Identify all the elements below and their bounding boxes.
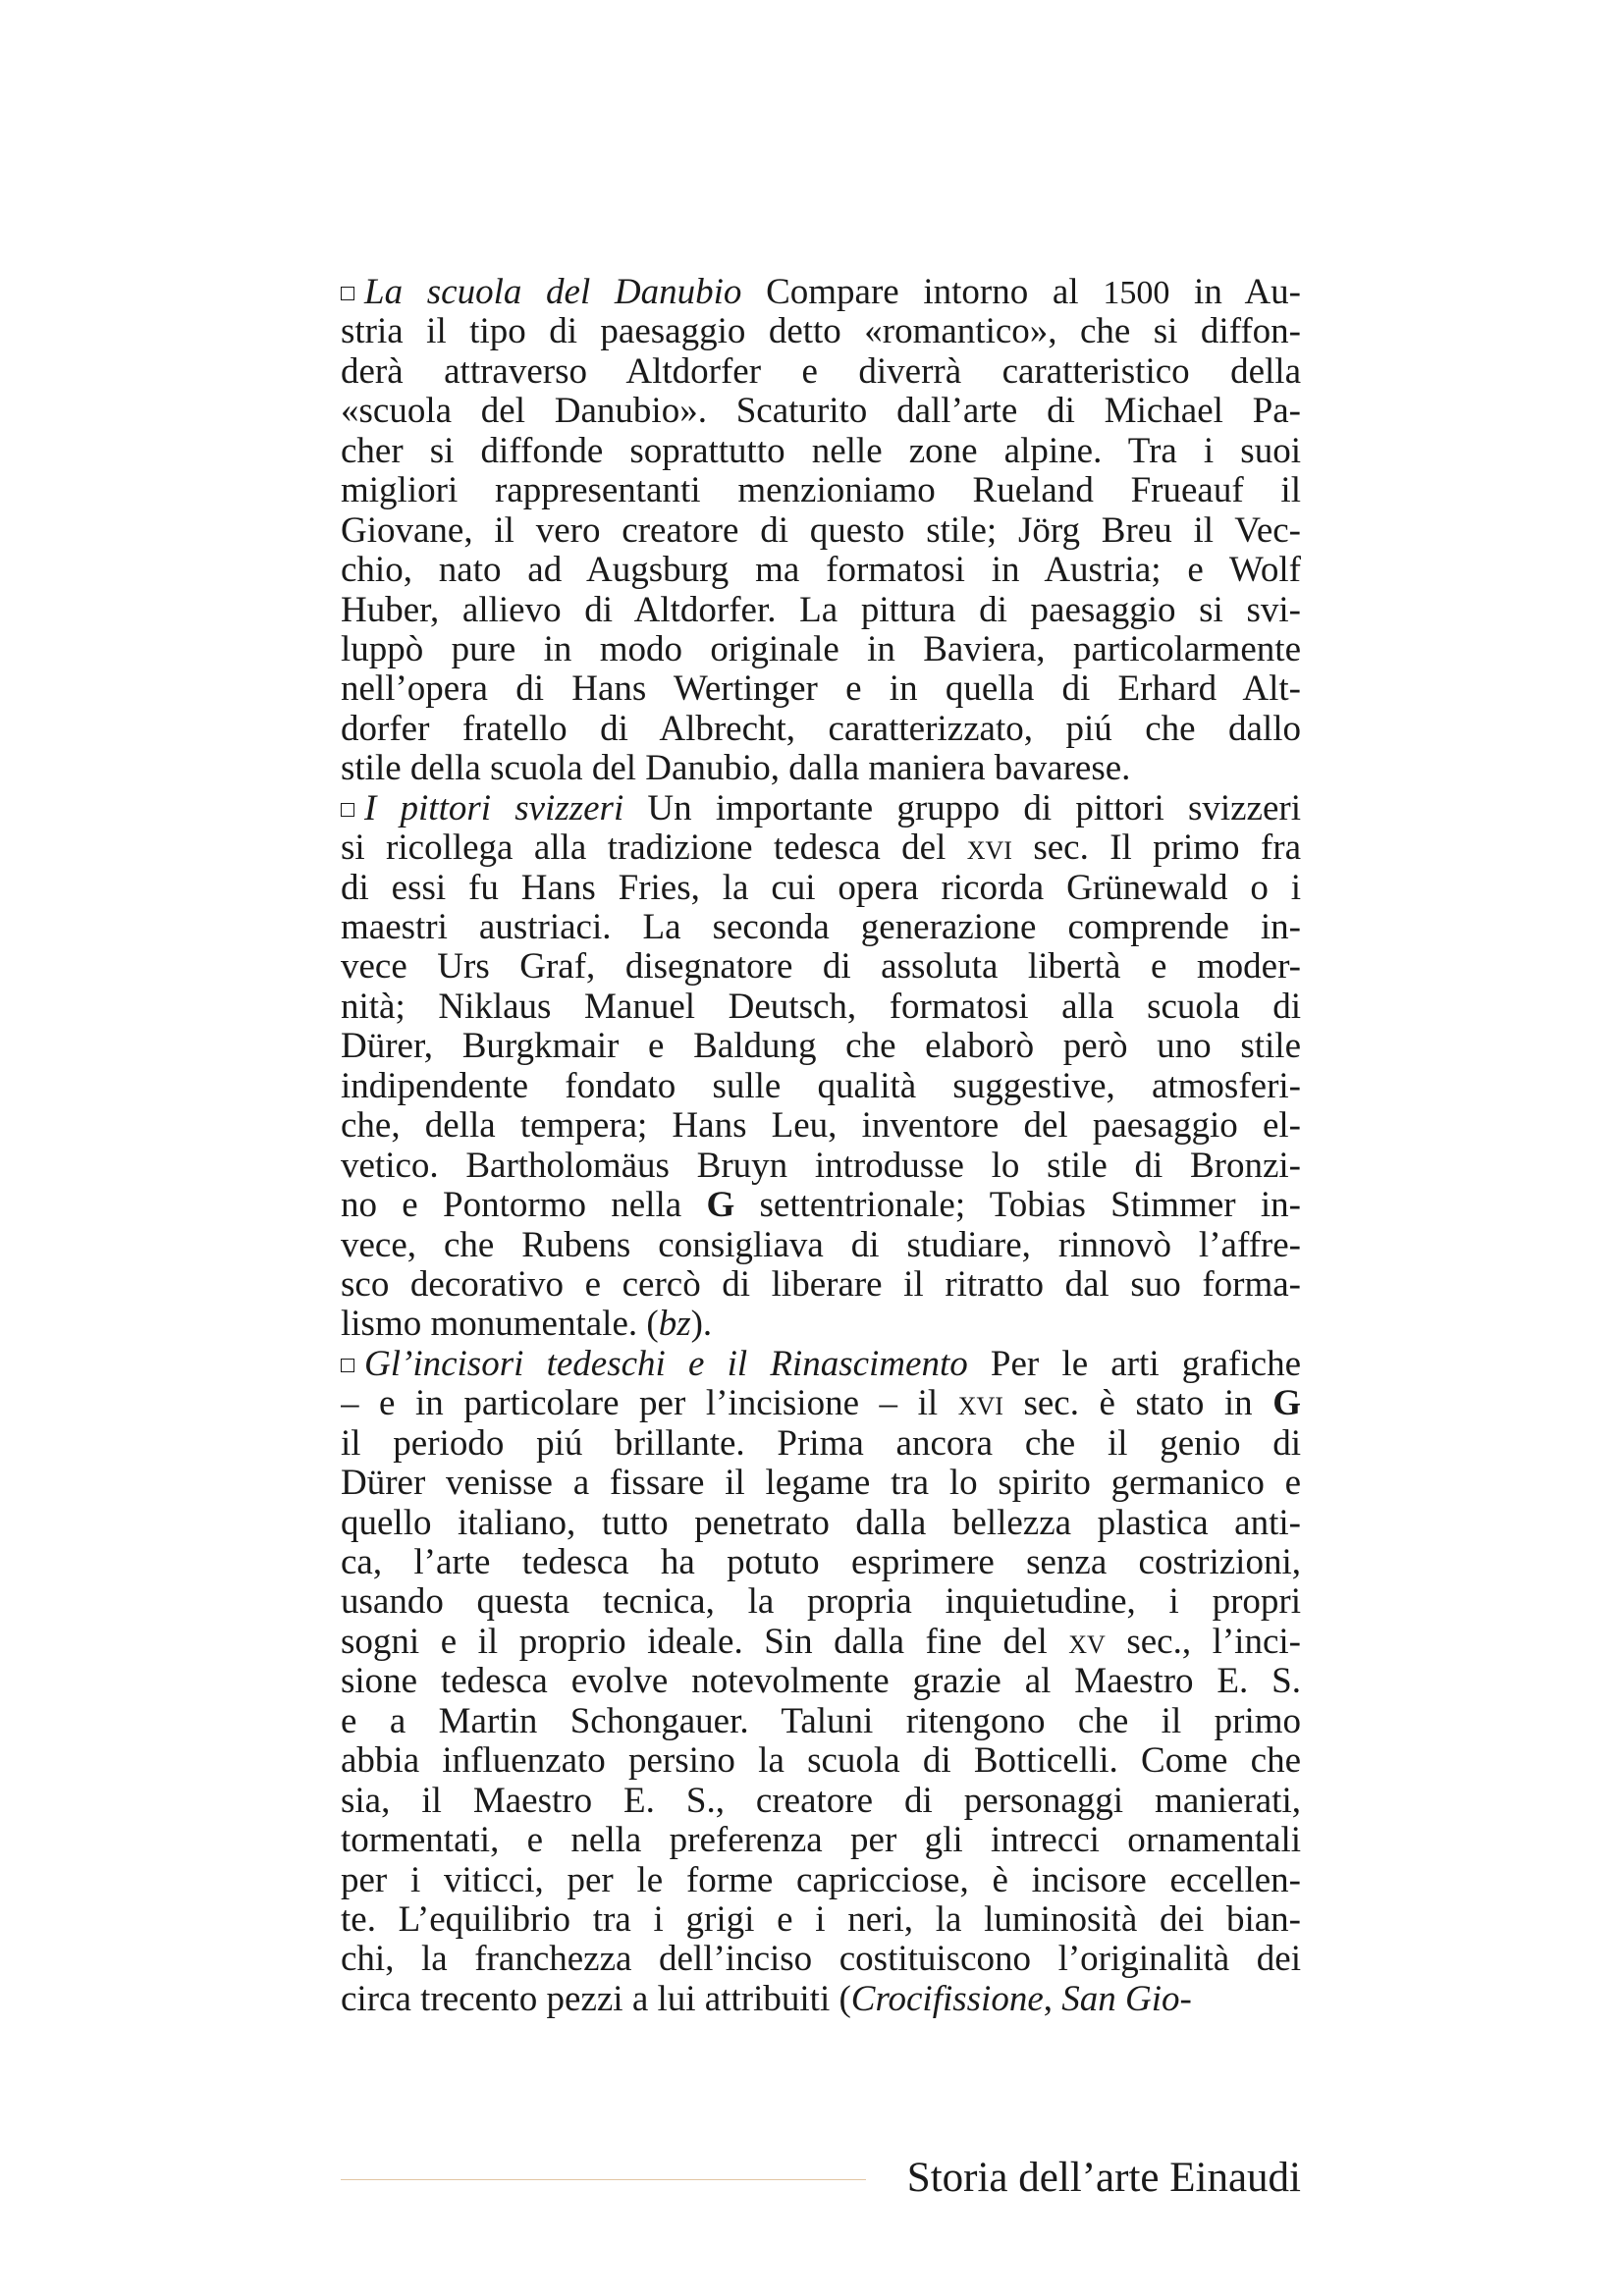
century-numeral: xvi — [966, 828, 1012, 869]
text-line: Huber, allievo di Altdorfer. La pittura di paesaggio si svi- — [341, 590, 1301, 630]
text-line: vetico. Bartholomäus Bruyn introdusse lo stile di Bronzi- — [341, 1146, 1301, 1186]
text-line: dorfer fratello di Albrecht, caratterizzato, piú che dallo — [341, 709, 1301, 749]
section-heading: Gl’incisori tedeschi e il Rinascimento — [364, 1344, 968, 1384]
text-line: sione tedesca evolve notevolmente grazie al Maestro E. S. — [341, 1662, 1301, 1702]
italic-text: bz — [658, 1305, 691, 1345]
text-line: maestri austriaci. La seconda generazione comprende in- — [341, 908, 1301, 947]
text-line: sco decorativo e cercò di liberare il ritratto dal suo forma- — [341, 1264, 1301, 1305]
text-line: sia, il Maestro E. S., creatore di personaggi manierati, — [341, 1781, 1301, 1821]
text-line: indipendente fondato sulle qualità suggestive, atmosferi- — [341, 1066, 1301, 1106]
year-number: 1500 — [1103, 275, 1170, 311]
text-line: lismo monumentale. (bz). — [341, 1305, 713, 1345]
section-bullet-icon — [341, 287, 354, 300]
bold-abbreviation: G — [706, 1186, 735, 1226]
section-bullet-icon — [341, 803, 354, 817]
text-line: di essi fu Hans Fries, la cui opera ricorda Grünewald o i — [341, 868, 1301, 908]
bold-abbreviation: G — [1272, 1384, 1301, 1424]
text-line: abbia influenzato persino la scuola di Botticelli. Come che — [341, 1741, 1301, 1782]
text-line: luppò pure in modo originale in Baviera, particolarmente — [341, 629, 1301, 669]
text-line: La scuola del Danubio Compare intorno al 1500 in Au- — [341, 273, 1301, 312]
text-line: sogni e il proprio ideale. Sin dalla fine del xv sec., l’inci- — [341, 1622, 1301, 1662]
text-line: migliori rappresentanti menzioniamo Rueland Frueauf il — [341, 471, 1301, 511]
text-line: Gl’incisori tedeschi e il Rinascimento Per le arti grafiche — [341, 1345, 1301, 1384]
text-line: chio, nato ad Augsburg ma formatosi in Austria; e Wolf — [341, 551, 1301, 591]
text-line: stria il tipo di paesaggio detto «romantico», che si diffon- — [341, 312, 1301, 352]
text-line: «scuola del Danubio». Scaturito dall’arte di Michael Pa- — [341, 392, 1301, 432]
text-line: cher si diffonde soprattutto nelle zone alpine. Tra i suoi — [341, 431, 1301, 471]
section-bullet-icon — [341, 1359, 354, 1372]
text-line: te. L’equilibrio tra i grigi e i neri, la luminosità dei bian- — [341, 1899, 1301, 1940]
text-line: Giovane, il vero creatore di questo stile; Jörg Breu il Vec- — [341, 510, 1301, 551]
text-line: si ricollega alla tradizione tedesca del xvi sec. Il primo fra — [341, 828, 1301, 869]
text-line: Dürer venisse a fissare il legame tra lo spirito germanico e — [341, 1464, 1301, 1504]
italic-text: San Gio- — [1061, 1979, 1192, 2019]
text-line: nell’opera di Hans Wertinger e in quella di Erhard Alt- — [341, 669, 1301, 710]
text-line: ca, l’arte tedesca ha potuto esprimere senza costrizioni, — [341, 1543, 1301, 1582]
text-line: derà attraverso Altdorfer e diverrà caratteristico della — [341, 351, 1301, 392]
italic-text: Crocifissione — [850, 1979, 1044, 2019]
text-line: chi, la franchezza dell’inciso costituiscono l’originalità dei — [341, 1940, 1301, 1980]
section-heading: La scuola del Danubio — [364, 273, 742, 312]
text-line: quello italiano, tutto penetrato dalla bellezza plastica anti- — [341, 1503, 1301, 1543]
section-heading: I pittori svizzeri — [364, 788, 624, 828]
footer-title: Storia dell’arte Einaudi — [906, 2155, 1301, 2201]
text-line: stile della scuola del Danubio, dalla maniera bavarese. — [341, 749, 1131, 789]
footer-rule — [341, 2179, 866, 2180]
text-line: che, della tempera; Hans Leu, inventore del paesaggio el- — [341, 1106, 1301, 1147]
text-line: il periodo piú brillante. Prima ancora che il genio di — [341, 1423, 1301, 1464]
text-line: Dürer, Burgkmair e Baldung che elaborò però uno stile — [341, 1027, 1301, 1067]
text-line: e a Martin Schongauer. Taluni ritengono che il primo — [341, 1701, 1301, 1741]
text-line: vece Urs Graf, disegnatore di assoluta libertà e moder- — [341, 947, 1301, 988]
text-line: vece, che Rubens consigliava di studiare, rinnovò l’affre- — [341, 1225, 1301, 1265]
body-text — [341, 273, 1301, 2019]
text-line: usando questa tecnica, la propria inquietudine, i propri — [341, 1582, 1301, 1623]
text-line: circa trecento pezzi a lui attribuiti (Crocifissione, San Gio- — [341, 1979, 1192, 2019]
text-line: I pittori svizzeri Un importante gruppo di pittori svizzeri — [341, 789, 1301, 828]
text-line: per i viticci, per le forme capricciose, è incisore eccellen- — [341, 1860, 1301, 1900]
text-line: tormentati, e nella preferenza per gli intrecci ornamentali — [341, 1821, 1301, 1861]
century-numeral: xv — [1068, 1622, 1106, 1662]
text-line: no e Pontormo nella G settentrionale; Tobias Stimmer in- — [341, 1186, 1301, 1226]
text-line: – e in particolare per l’incisione – il xvi sec. è stato in G — [341, 1384, 1301, 1424]
text-line: nità; Niklaus Manuel Deutsch, formatosi alla scuola di — [341, 987, 1301, 1027]
century-numeral: xvi — [957, 1384, 1003, 1424]
